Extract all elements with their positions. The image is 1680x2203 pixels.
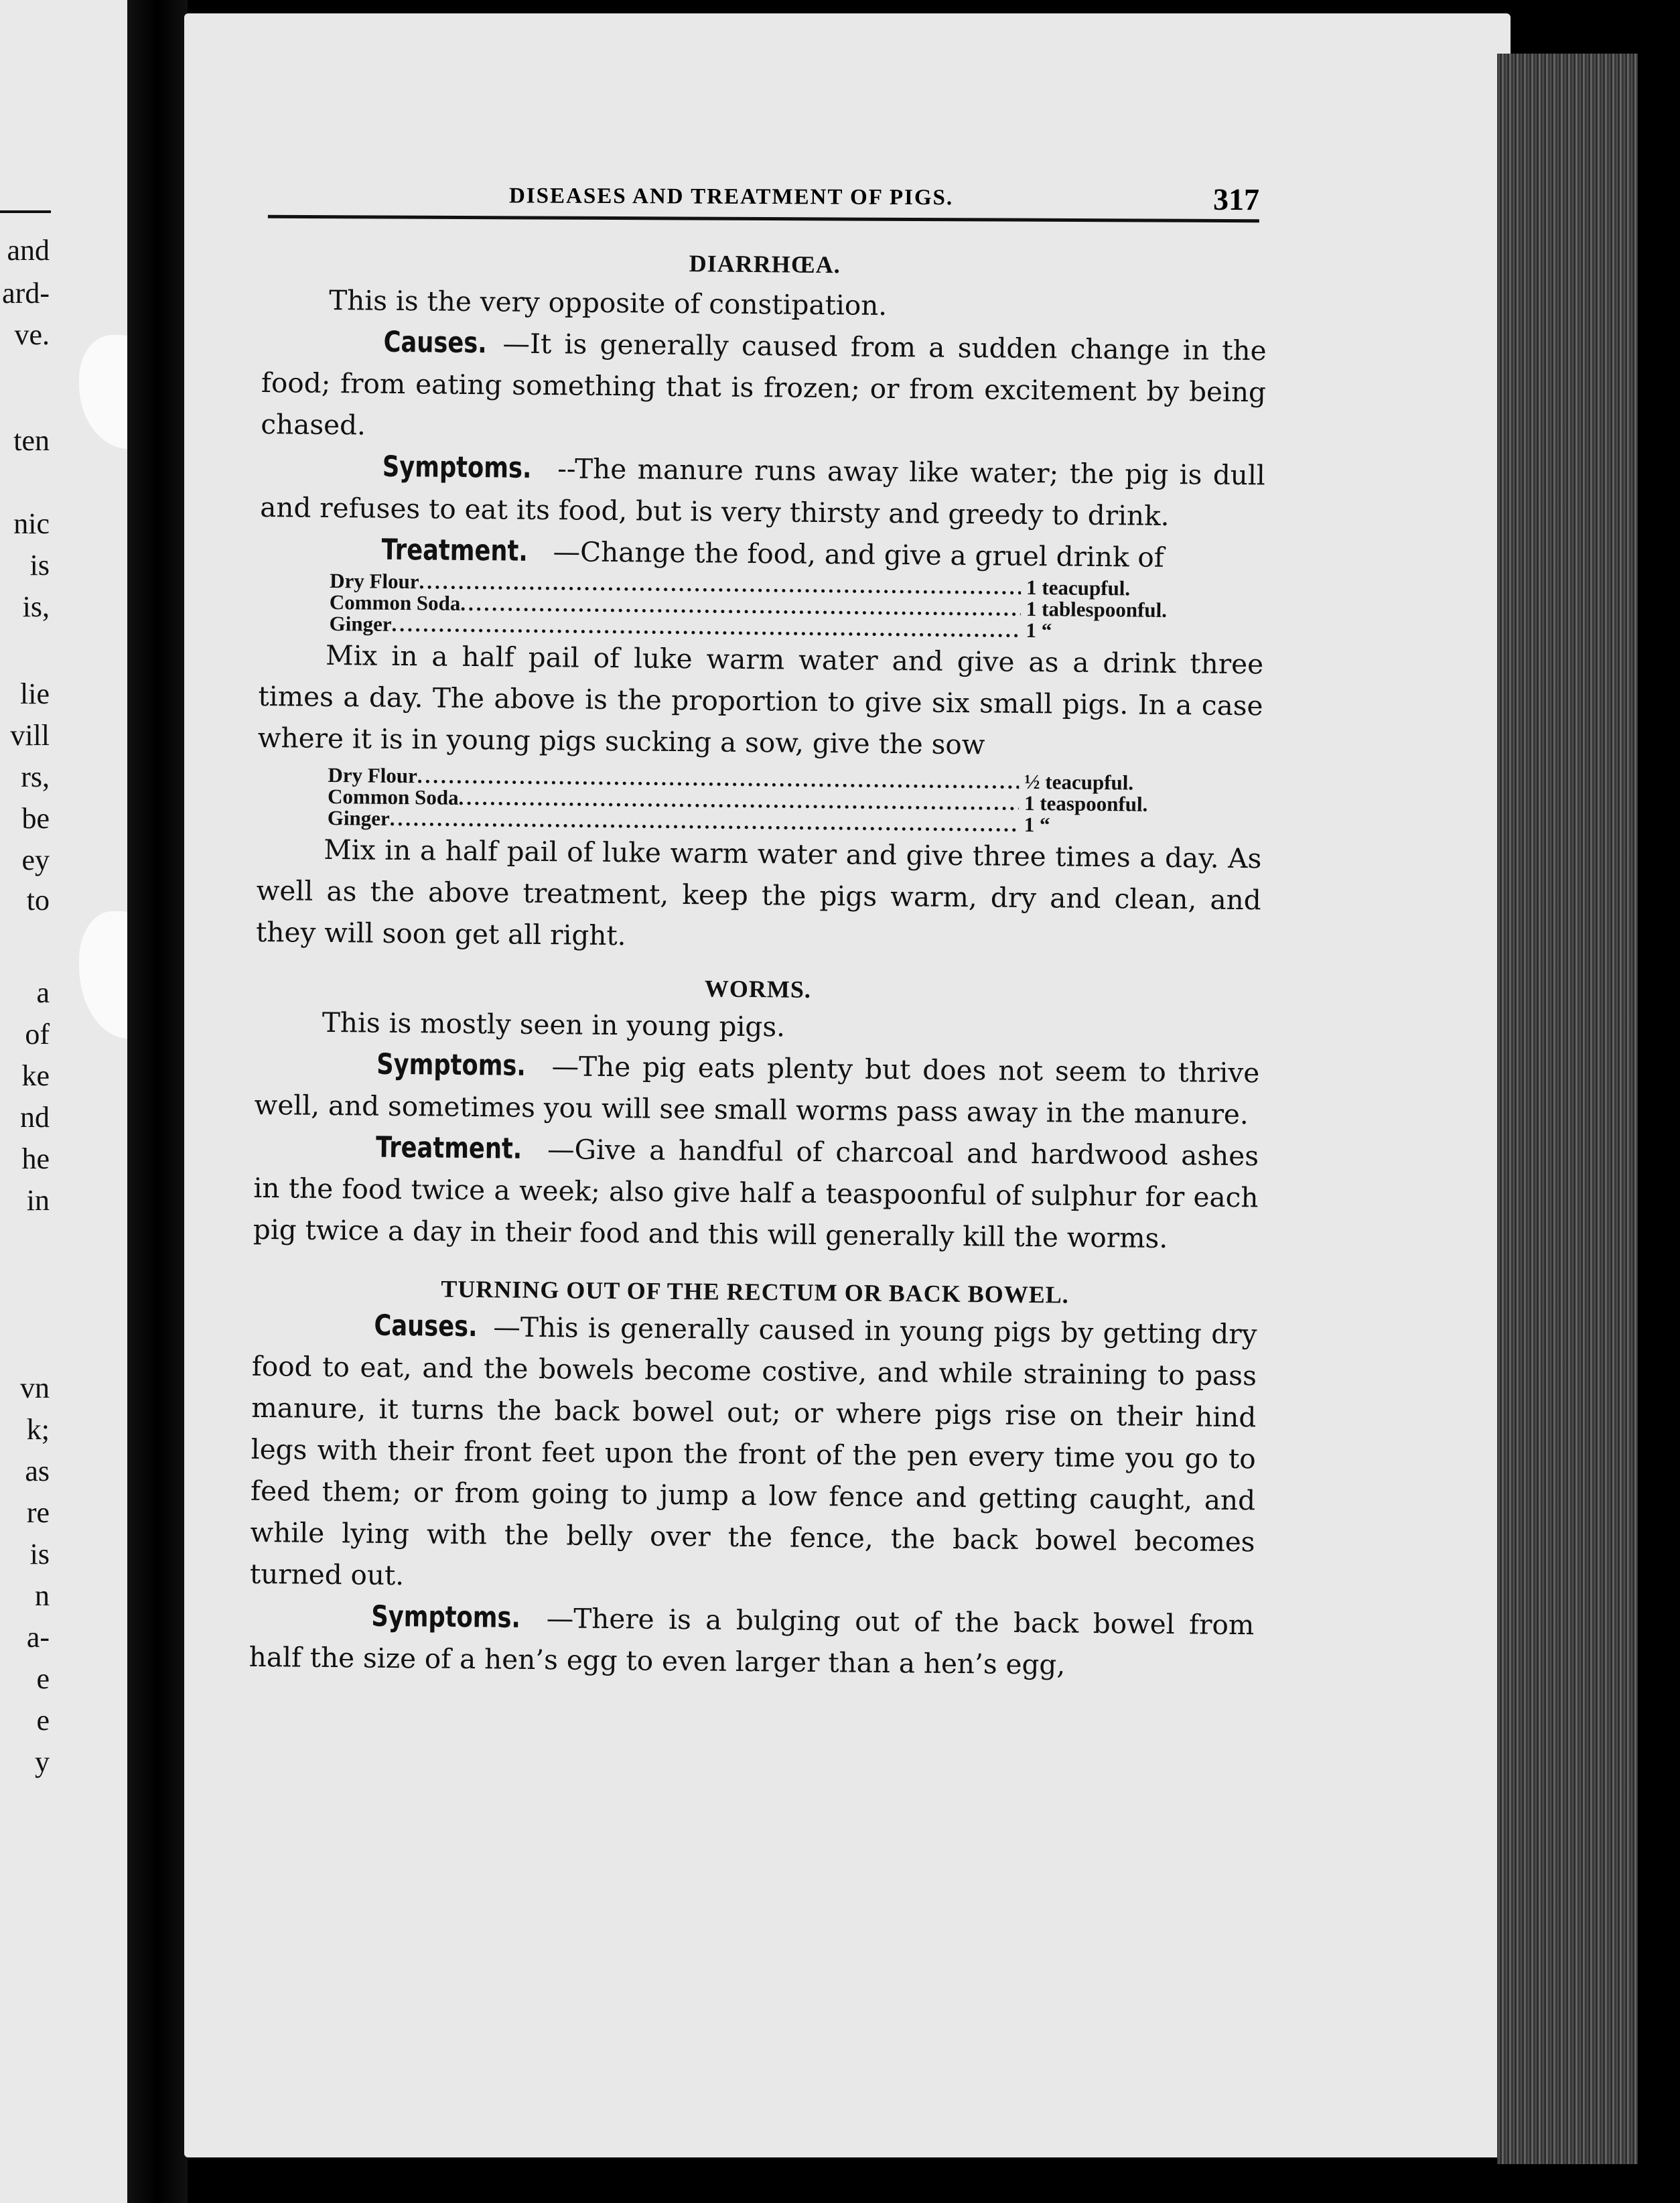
rectum-causes: [250, 1304, 1257, 1604]
page-edges: [1497, 54, 1638, 2164]
left-page-fragment: rs,: [21, 760, 50, 793]
treatment-label: Treatment.: [375, 1130, 522, 1166]
left-page-fragment: ke: [21, 1059, 50, 1092]
left-page-fragment: be: [21, 802, 50, 835]
page-text: [249, 245, 1267, 1687]
ingredient-name: Dry Flour: [328, 762, 418, 788]
worms-intro: This is mostly seen in young pigs.: [322, 1006, 786, 1043]
left-page-fragment: in: [26, 1184, 50, 1217]
left-page-fragment: ve.: [14, 318, 50, 351]
ingredient-qty: 1 teacupful.: [1026, 575, 1131, 600]
left-page-fragment: lie: [20, 677, 50, 710]
left-page-fragment: y: [35, 1745, 50, 1778]
causes-label: Causes.: [383, 325, 487, 360]
left-page-fragment: e: [36, 1704, 50, 1737]
causes-text: —This is generally caused in young pigs by getting dry food to eat, and the bowels become costive, and while straining to pass manure, it turns the back bowel out; or where pigs rise on their hind legs with their front feet upon the front of the pen every time you go to feed them; or from going to jump a low fence and getting caught, and while lying with the belly over the fence, the back bowel becomes turned out.: [249, 1311, 1257, 1592]
treatment-text: —Change the food, and give a gruel drink of: [553, 535, 1164, 574]
causes-label: Causes.: [374, 1309, 478, 1344]
left-page-fragment: n: [35, 1579, 50, 1612]
ingredient-name: Ginger: [327, 805, 390, 830]
diarrhoea-intro: This is the very opposite of constipation.: [328, 283, 888, 322]
recipe-table-1: [329, 570, 1227, 643]
treatment-text: —Give a handful of charcoal and hardwood ashes in the food twice a week; also give half a teaspoonful of sulphur for each pig twice a day in their food and this will generally kill the worms.: [253, 1133, 1259, 1255]
ingredient-qty: ½ teacupful.: [1024, 769, 1134, 795]
left-page-fragment: is,: [22, 590, 50, 623]
left-page-fragment: as: [25, 1455, 50, 1487]
left-page-fragment: re: [26, 1496, 50, 1529]
symptoms-label: Symptoms.: [376, 1047, 527, 1083]
symptoms-text: —The pig eats plenty but does not seem to thrive well, and sometimes you will see small worms pass away in the manure.: [254, 1050, 1260, 1131]
running-head-title: DISEASES AND TREATMENT OF PIGS.: [508, 184, 954, 210]
page-tear: [79, 911, 127, 1039]
worms-symptoms: [254, 1043, 1259, 1135]
ingredient-name: Common Soda: [327, 784, 459, 809]
ingredient-qty: 1 “: [1024, 812, 1050, 837]
section-heading-rectum: TURNING OUT OF THE RECTUM OR BACK BOWEL.: [441, 1275, 1069, 1309]
diarrhoea-mix-2: Mix in a half pail of luke warm water and give three times a day. As well as the above treatment, keep the pigs warm, dry and clean, and they will soon get all right.: [255, 833, 1262, 952]
left-page-fragment: nic: [13, 507, 50, 540]
rectum-symptoms: [249, 1595, 1254, 1687]
treatment-label: Treatment.: [381, 533, 529, 568]
ingredient-name: Dry Flour: [330, 568, 419, 594]
diarrhoea-mix-1: Mix in a half pail of luke warm water and give as a drink three times a day. The above is the proportion to give six small pigs. In a case where it is in young pigs sucking a sow, give the sow: [257, 639, 1264, 761]
left-page-fragment: a-: [26, 1621, 50, 1654]
left-page-fragment: a: [36, 976, 50, 1009]
ingredient-name: Common Soda: [329, 590, 461, 615]
running-head: [268, 178, 1259, 222]
ingredient-qty: 1 teaspoonful.: [1024, 791, 1148, 816]
left-facing-page: [0, 0, 127, 2203]
symptoms-label: Symptoms.: [371, 1599, 521, 1635]
left-page-fragment: vill: [10, 719, 50, 752]
left-page-fragment: of: [25, 1018, 50, 1051]
diarrhoea-causes: [261, 320, 1267, 454]
diarrhoea-symptoms: [260, 445, 1265, 537]
left-page-fragment: ten: [13, 424, 50, 457]
left-page-fragment: ey: [21, 844, 50, 876]
left-page-fragment: he: [21, 1142, 50, 1175]
page-number: 317: [1212, 182, 1260, 217]
left-page-fragment: to: [26, 884, 50, 917]
symptoms-text: --The manure runs away like water; the pig is dull and refuses to eat its food, but is very thirsty and greedy to drink.: [260, 452, 1266, 533]
section-heading-worms: WORMS.: [704, 975, 812, 1003]
left-page-fragment: nd: [20, 1101, 50, 1134]
causes-text: —It is generally caused from a sudden change in the food; from eating something that is frozen; or from excitement by being chased.: [261, 327, 1267, 442]
left-page-rule: [0, 210, 51, 213]
left-page-fragment: is: [29, 549, 50, 582]
left-page-fragment: is: [29, 1538, 50, 1571]
book-gutter: [127, 0, 188, 2203]
symptoms-text: —There is a bulging out of the back bowel from half the size of a hen’s egg to even larger than a hen’s egg,: [249, 1602, 1255, 1681]
page-tear: [79, 335, 127, 449]
ingredient-qty: 1 “: [1026, 618, 1052, 643]
left-page-fragment: vn: [20, 1372, 50, 1404]
symptoms-label: Symptoms.: [382, 450, 532, 485]
ingredient-qty: 1 tablespoonful.: [1026, 596, 1168, 622]
left-page-fragment: and: [7, 234, 50, 267]
ingredient-name: Ginger: [329, 611, 392, 636]
section-heading-diarrhoea: DIARRHŒA.: [689, 250, 841, 279]
left-page-fragment: ard-: [2, 277, 50, 310]
recipe-table-2: [328, 764, 1226, 838]
left-page-fragment: e: [36, 1662, 50, 1695]
left-page-fragment: k;: [26, 1413, 50, 1446]
worms-treatment: [253, 1126, 1259, 1260]
